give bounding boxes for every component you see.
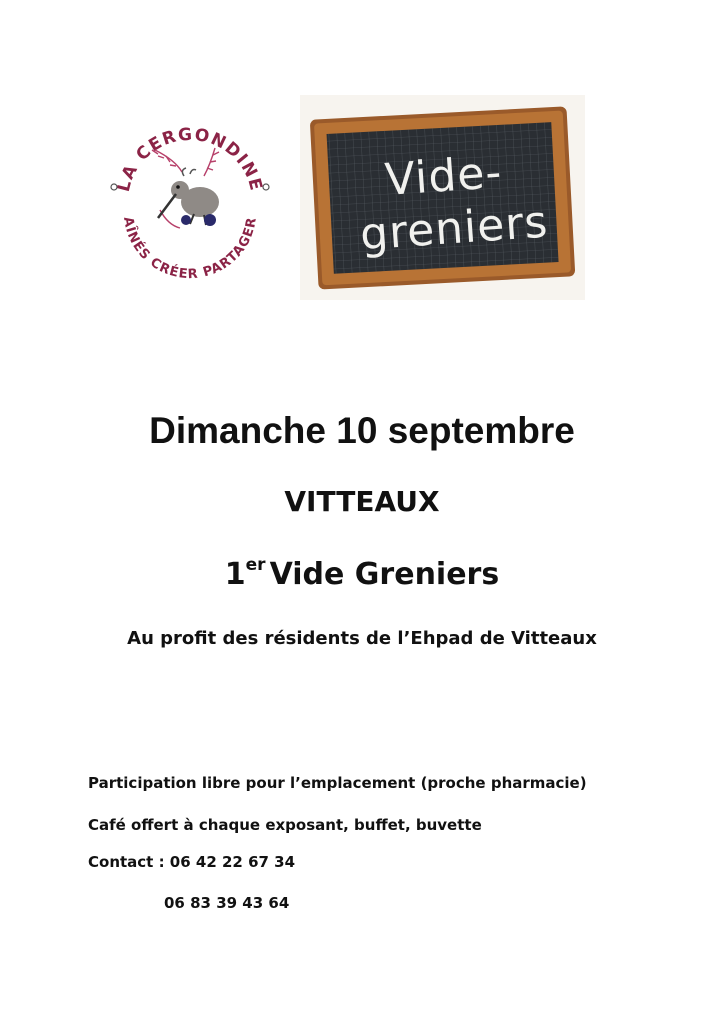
contact-phone-2: 06 83 39 43 64 [164, 894, 290, 912]
la-cergondine-logo [100, 110, 280, 290]
chalkboard-image [300, 95, 585, 300]
ordinal-suffix: er [245, 555, 266, 575]
chalkboard-text-line2: greniers [358, 196, 550, 261]
chalkboard-text-line1: Vide- [383, 146, 504, 207]
event-name: Vide Greniers [269, 557, 500, 592]
event-beneficiary: Au profit des résidents de l’Ehpad de Vitteaux [127, 628, 597, 649]
contact-phone-1: Contact : 06 42 22 67 34 [88, 853, 296, 871]
ordinal-number: 1 [224, 557, 246, 592]
logo-tagline: AÎNÉS CRÉER PARTAGER [120, 215, 260, 283]
svg-text:AÎNÉS CRÉER PARTAGER [120, 216, 260, 282]
svg-text:LA CERGONDINE [114, 125, 266, 194]
event-town: VITTEAUX [284, 485, 440, 518]
logo-name: LA CERGONDINE [113, 124, 267, 194]
cafe-info: Café offert à chaque exposant, buffet, buvette [88, 816, 482, 834]
kiwi-bird-icon [158, 168, 219, 226]
participation-info: Participation libre pour l’emplacement (proche pharmacie) [88, 774, 587, 792]
event-date: Dimanche 10 septembre [149, 410, 575, 451]
event-title [0, 555, 724, 592]
